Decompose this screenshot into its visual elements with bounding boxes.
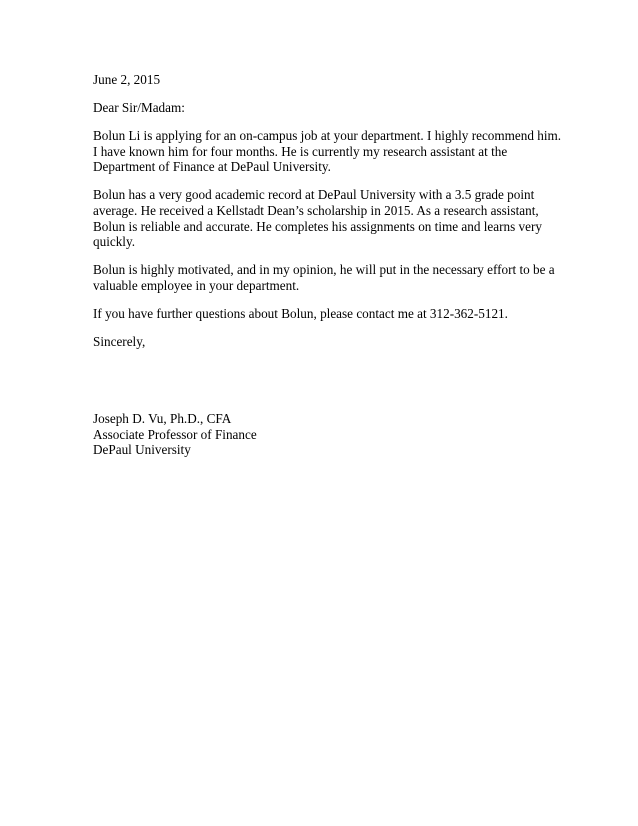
- paragraph-line: Bolun is highly motivated, and in my opinion, he will put in the necessary effort to be a: [93, 262, 555, 278]
- paragraph-contact: [93, 306, 553, 322]
- salutation-text: Dear Sir/Madam:: [93, 100, 185, 116]
- paragraph-motivation: [93, 262, 553, 293]
- paragraph-line: valuable employee in your department.: [93, 277, 300, 293]
- paragraph-line: average. He received a Kellstadt Dean’s scholarship in 2015. As a research assistant,: [93, 203, 539, 219]
- paragraph-line: If you have further questions about Bolun, please contact me at 312-362-5121.: [93, 306, 508, 322]
- recommendation-letter: [93, 72, 562, 458]
- signer-title: Associate Professor of Finance: [93, 426, 257, 442]
- closing-text: Sincerely,: [93, 334, 146, 350]
- paragraph-line: I have known him for four months. He is currently my research assistant at the: [93, 143, 508, 159]
- paragraph-academic-record: [93, 187, 553, 249]
- signature-space: [93, 362, 553, 411]
- letter-salutation: [93, 100, 553, 116]
- paragraph-line: quickly.: [93, 234, 135, 250]
- letter-date: [93, 72, 553, 88]
- paragraph-line: Bolun is reliable and accurate. He completes his assignments on time and learns very: [93, 218, 542, 234]
- signer-institution: DePaul University: [93, 442, 191, 458]
- signer-name: Joseph D. Vu, Ph.D., CFA: [93, 411, 232, 427]
- date-text: June 2, 2015: [93, 72, 161, 87]
- paragraph-line: Bolun Li is applying for an on-campus job at your department. I highly recommend him.: [93, 128, 562, 144]
- letter-closing: [93, 334, 553, 350]
- paragraph-introduction: [93, 128, 562, 175]
- paragraph-line: Department of Finance at DePaul University.: [93, 159, 331, 175]
- signature-block: [93, 411, 553, 458]
- paragraph-line: Bolun has a very good academic record at DePaul University with a 3.5 grade point: [93, 187, 535, 203]
